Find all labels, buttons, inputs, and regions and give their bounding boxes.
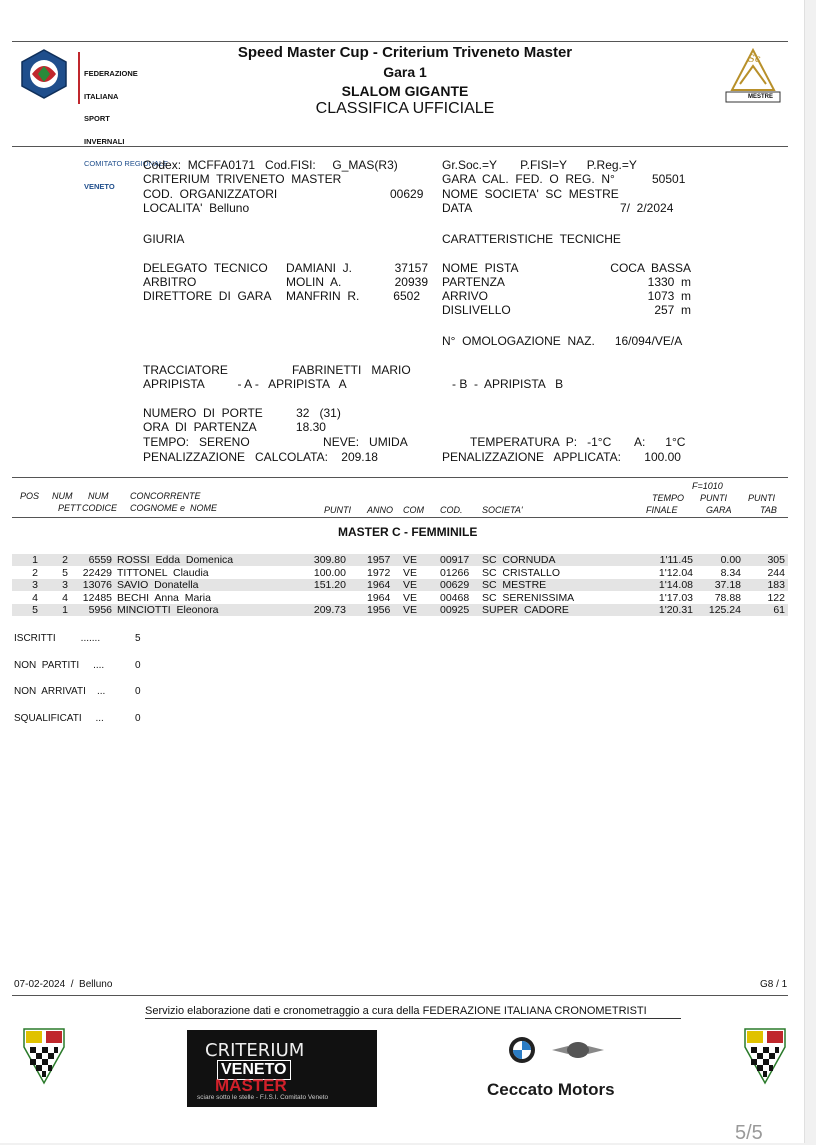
ficr-logo-left (22, 1027, 66, 1085)
cell-club-code: 00468 (440, 591, 470, 604)
col-header-pett: PETT (58, 503, 82, 513)
cell-com: VE (403, 579, 418, 591)
discipline-label: SLALOM GIGANTE (341, 83, 469, 99)
timing-service-note: Servizio elaborazione dati e cronometraggio a cura della FEDERAZIONE ITALIANA CRONOMETRISTI (145, 1005, 647, 1017)
tech-value-4: 257 m (654, 303, 691, 317)
fisi-logo-text (78, 52, 80, 104)
col-header-num2: NUM (88, 491, 109, 501)
table-row (12, 554, 788, 566)
cell-tab-points: 61 (773, 604, 785, 616)
cell-tab-points: 244 (767, 566, 785, 579)
fed-line-2: ITALIANA (84, 91, 119, 101)
jury-name-1: DAMIANI J. (286, 261, 353, 275)
cell-tab-points: 122 (767, 591, 785, 604)
cell-bib: 3 (62, 579, 68, 591)
cell-club: SC SERENISSIMA (482, 591, 575, 604)
summary-not-finished-label: NON ARRIVATI ... (14, 686, 106, 697)
tech-label-2: PARTENZA (442, 275, 505, 289)
cell-pos: 5 (32, 604, 38, 616)
cell-bib: 2 (62, 554, 68, 566)
cell-name: TITTONEL Claudia (117, 566, 209, 579)
table-row (12, 579, 788, 591)
tech-value-1: COCA BASSA (610, 261, 691, 275)
fed-line-1: FEDERAZIONE (84, 69, 138, 78)
results-header-divider-bottom (12, 517, 788, 518)
cell-name: MINCIOTTI Eleonora (117, 604, 219, 616)
timing-divider (145, 1018, 681, 1019)
jury-role-1: DELEGATO TECNICO (143, 261, 268, 275)
weather-line: TEMPO: SERENO NEVE: UMIDA (143, 435, 408, 449)
organizer-code-value: 00629 (390, 187, 424, 201)
cell-club: SC CRISTALLO (482, 566, 560, 579)
criterium-logo-line-3: MASTER (215, 1076, 287, 1095)
gates-line: NUMERO DI PORTE 32 (31) (143, 406, 341, 420)
col-header-race-points: PUNTI (700, 493, 727, 503)
classification-label: CLASSIFICA UFFICIALE (315, 100, 495, 117)
cell-pos: 3 (32, 579, 38, 591)
cell-points: 309.80 (313, 554, 346, 566)
homologation-line: N° OMOLOGAZIONE NAZ. 16/094/VE/A (442, 334, 683, 348)
event-name-line: CRITERIUM TRIVENETO MASTER (143, 172, 342, 186)
cell-code: 22429 (82, 566, 112, 579)
calc-penalty-line: PENALIZZAZIONE CALCOLATA: 209.18 (143, 450, 378, 464)
cell-club-code: 00917 (440, 554, 470, 566)
results-header-divider-top (12, 477, 788, 478)
table-row (12, 592, 788, 604)
fed-line-4: INVERNALI (84, 136, 125, 146)
forerunner-line-left: APRIPISTA - A - APRIPISTA A (143, 377, 347, 391)
col-header-club: SOCIETA' (482, 505, 523, 515)
col-header-com: COM (403, 505, 424, 515)
cell-time: 1'20.31 (658, 604, 693, 616)
col-header-f-factor: F=1010 (692, 481, 723, 491)
table-row (12, 604, 788, 616)
course-setter-name: FABRINETTI MARIO (292, 363, 411, 377)
col-header-final: FINALE (646, 505, 678, 515)
jury-role-3: DIRETTORE DI GARA (143, 289, 272, 303)
tech-label-4: DISLIVELLO (442, 303, 511, 317)
fed-line-6: VENETO (84, 181, 115, 191)
jury-code-3: 6502 (393, 289, 420, 303)
club-name-line: NOME SOCIETA' SC MESTRE (442, 187, 619, 201)
summary-disqualified-label: SQUALIFICATI ... (14, 713, 104, 724)
criterium-logo-tagline: sciare sotto le stelle - F.I.S.I. Comitato Veneto (197, 1094, 329, 1101)
footer-divider (12, 995, 788, 996)
cell-time: 1'17.03 (658, 591, 693, 604)
col-header-competitor: CONCORRENTE (130, 491, 201, 501)
cell-club-code: 00925 (440, 604, 470, 616)
col-header-cod: COD. (440, 505, 463, 515)
cell-com: VE (403, 566, 418, 579)
cell-club: SC CORNUDA (482, 554, 556, 566)
tech-value-3: 1073 m (647, 289, 691, 303)
svg-text:Sc: Sc (748, 54, 761, 65)
criterium-veneto-master-logo (187, 1030, 377, 1107)
cell-club: SC MESTRE (482, 579, 547, 591)
tech-heading: CARATTERISTICHE TECNICHE (442, 232, 621, 246)
cell-tab-points: 305 (767, 554, 785, 566)
cell-race-points: 8.34 (720, 566, 741, 579)
cell-pos: 2 (32, 566, 38, 579)
cell-code: 6559 (88, 554, 112, 566)
sc-mestre-logo-text: MESTRE (748, 94, 774, 100)
category-title: MASTER C - FEMMINILE (338, 525, 478, 539)
cell-time: 1'12.04 (658, 566, 693, 579)
location-line: LOCALITA' Belluno (143, 201, 250, 215)
summary-registered-value: 5 (135, 633, 141, 644)
col-header-name: COGNOME e NOME (130, 503, 218, 513)
tech-label-1: NOME PISTA (442, 261, 519, 275)
cell-code: 13076 (82, 579, 112, 591)
cell-club-code: 01266 (440, 566, 470, 579)
col-header-time: TEMPO (652, 493, 685, 503)
cell-code: 5956 (88, 604, 112, 616)
codex-line: Codex: MCFFA0171 Cod.FISI: G_MAS(R3) (143, 158, 398, 172)
ceccato-motors-label: Ceccato Motors (487, 1080, 615, 1099)
jury-name-2: MOLIN A. (286, 275, 342, 289)
cell-bib: 1 (62, 604, 68, 616)
criterium-logo-line-2: VENETO (217, 1060, 291, 1080)
cell-pos: 1 (32, 554, 38, 566)
table-row (12, 567, 788, 579)
cell-tab-points: 183 (767, 579, 785, 591)
date-value: 7/ 2/2024 (620, 201, 674, 215)
cell-club-code: 00629 (440, 579, 470, 591)
col-header-year: ANNO (367, 505, 394, 515)
page-indicator: 5/5 (735, 1122, 763, 1144)
cell-name: SAVIO Donatella (117, 579, 199, 591)
cell-race-points: 125.24 (708, 604, 741, 616)
cell-year: 1964 (367, 579, 391, 591)
forerunner-line-right: - B - APRIPISTA B (452, 377, 564, 391)
cal-code-label: GARA CAL. FED. O REG. N° (442, 172, 615, 186)
cell-year: 1956 (367, 604, 391, 616)
summary-not-started-value: 0 (135, 660, 141, 671)
cell-points: 151.20 (313, 579, 346, 591)
course-setter-label: TRACCIATORE (143, 363, 228, 377)
footer-page-code: G8 / 1 (760, 979, 788, 990)
cell-race-points: 0.00 (720, 554, 741, 566)
cell-points: 209.73 (313, 604, 346, 616)
header-divider-bottom (12, 146, 788, 147)
sc-mestre-logo (722, 46, 784, 106)
col-header-num: NUM (52, 491, 73, 501)
criterium-logo-line-1: CRITERIUM (205, 1040, 305, 1061)
ficr-logo-right (743, 1027, 787, 1085)
temperature-line: TEMPERATURA P: -1°C A: 1°C (470, 435, 686, 449)
cell-com: VE (403, 604, 418, 616)
header-divider-top (12, 41, 788, 42)
footer-date-location: 07-02-2024 / Belluno (14, 979, 113, 990)
tech-value-2: 1330 m (647, 275, 691, 289)
tech-label-3: ARRIVO (442, 289, 489, 303)
grsoc-line: Gr.Soc.=Y P.FISI=Y P.Reg.=Y (442, 158, 637, 172)
start-time-line: ORA DI PARTENZA 18.30 (143, 420, 326, 434)
cell-code: 12485 (82, 591, 112, 604)
cell-com: VE (403, 591, 418, 604)
fed-line-5: COMITATO REGIONALE (84, 159, 169, 168)
fisi-logo (18, 48, 70, 100)
jury-name-3: MANFRIN R. (286, 289, 360, 303)
col-header-tab: TAB (760, 505, 777, 515)
applied-penalty-line: PENALIZZAZIONE APPLICATA: 100.00 (442, 450, 681, 464)
summary-registered-label: ISCRITTI ....... (14, 633, 101, 644)
col-header-pos: POS (20, 491, 40, 501)
col-header-race: GARA (706, 505, 732, 515)
col-header-code: CODICE (82, 503, 118, 513)
col-header-points: PUNTI (324, 505, 351, 515)
cell-race-points: 78.88 (714, 591, 741, 604)
fed-line-3: SPORT (84, 114, 110, 123)
cell-time: 1'14.08 (658, 579, 693, 591)
cell-points: 100.00 (313, 566, 346, 579)
cell-bib: 5 (62, 566, 68, 579)
summary-not-finished-value: 0 (135, 686, 141, 697)
cell-year: 1972 (367, 566, 391, 579)
cell-name: ROSSI Edda Domenica (117, 554, 234, 566)
cell-year: 1957 (367, 554, 391, 566)
jury-heading: GIURIA (143, 232, 185, 246)
col-header-tab-points: PUNTI (748, 493, 775, 503)
race-label: Gara 1 (383, 64, 427, 80)
bmw-logo (508, 1036, 536, 1064)
cell-pos: 4 (32, 591, 38, 604)
cell-name: BECHI Anna Maria (117, 591, 211, 604)
cell-year: 1964 (367, 591, 391, 604)
event-title: Speed Master Cup - Criterium Triveneto Master (237, 44, 573, 61)
jury-code-2: 20939 (394, 275, 428, 289)
cal-code-value: 50501 (652, 172, 686, 186)
jury-role-2: ARBITRO (143, 275, 197, 289)
cell-time: 1'11.45 (659, 554, 693, 566)
cell-race-points: 37.18 (714, 579, 741, 591)
summary-disqualified-value: 0 (135, 713, 141, 724)
date-label: DATA (442, 201, 473, 215)
cell-club: SUPER CADORE (482, 604, 569, 616)
mini-logo (550, 1040, 606, 1060)
jury-code-1: 37157 (394, 261, 428, 275)
summary-not-started-label: NON PARTITI .... (14, 660, 105, 671)
cell-bib: 4 (62, 591, 68, 604)
organizer-code-label: COD. ORGANIZZATORI (143, 187, 278, 201)
cell-com: VE (403, 554, 418, 566)
